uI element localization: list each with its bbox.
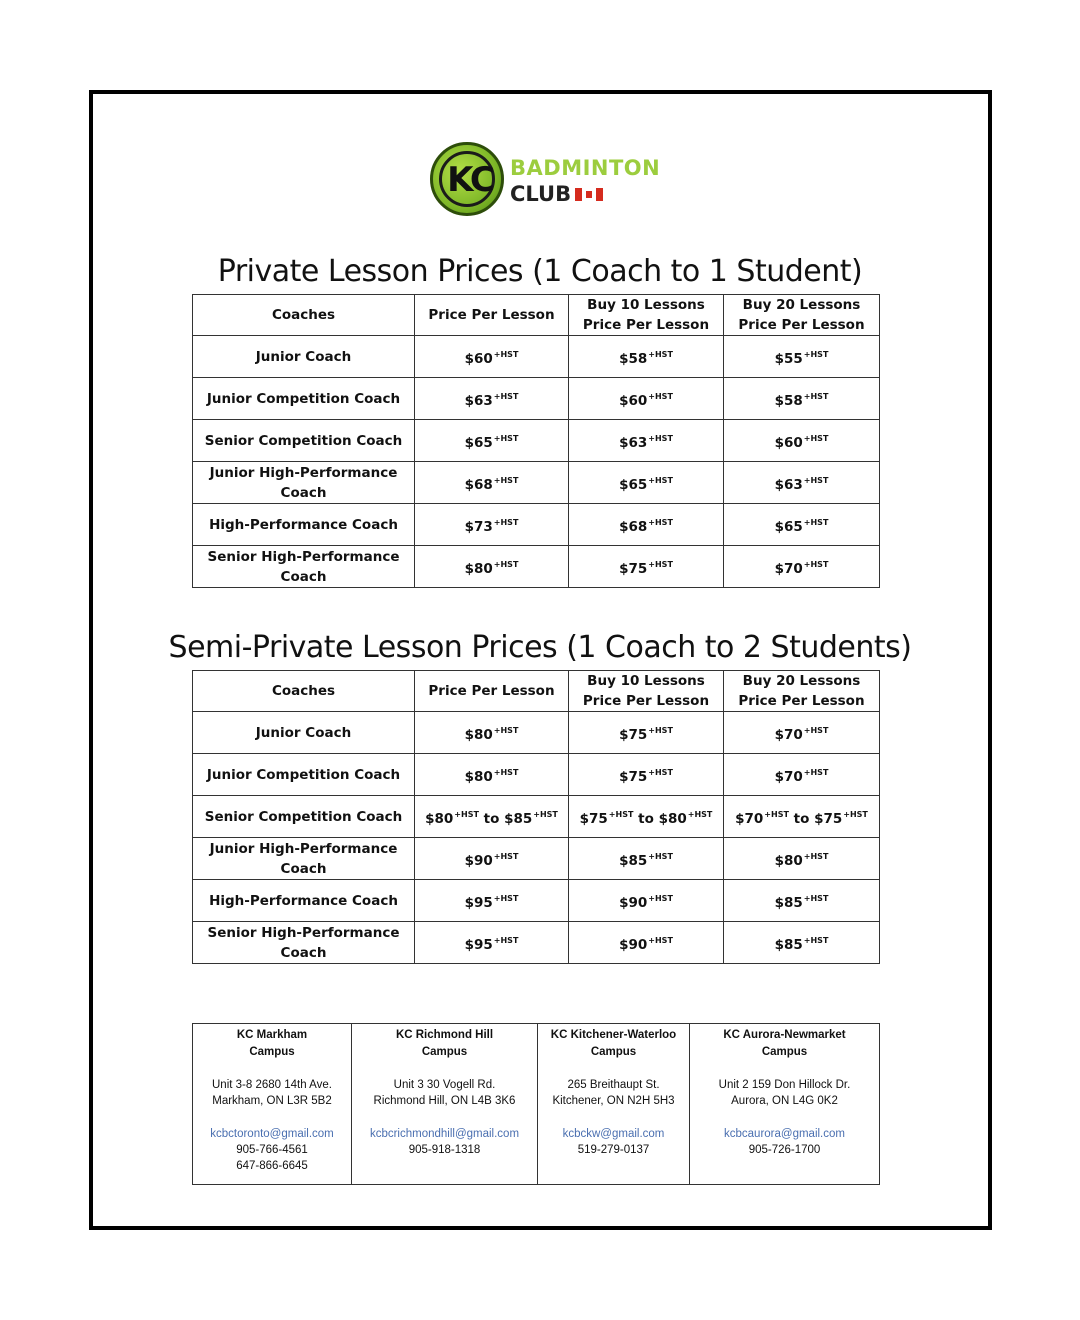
price-cell [415,880,569,922]
semi-private-price-table [192,670,880,964]
campus-phone: 905-918-1318 [408,1144,481,1156]
header-buy-10: Buy 10 Lessons Price Per Lesson [569,295,724,336]
price-value: $85 [774,894,803,911]
price-value: $55 [774,350,803,367]
coach-name: Senior High-Performance Coach [193,546,415,588]
price-value: $75 [579,810,608,827]
hst-superscript: +HST [493,433,519,443]
campus-email-link[interactable]: kcbcaurora@gmail.com [724,1128,845,1140]
price-value: $60 [619,392,648,409]
price-value: $63 [619,434,648,451]
price-cell [724,546,880,588]
address-line: Unit 3-8 2680 14th Ave. [212,1079,332,1091]
price-cell [724,922,880,964]
price-value: $75 [619,726,648,743]
price-value: $85 [774,936,803,953]
hst-superscript: +HST [764,809,789,819]
campus-address [197,1077,347,1109]
price-cell [415,378,569,420]
table-header-row [193,671,880,712]
header-coaches: Coaches [193,295,415,336]
range-word: to [638,810,654,827]
logo-mark: KC [447,160,493,200]
price-value: $80 [464,768,493,785]
table-row [193,922,880,964]
hst-superscript: +HST [493,559,519,569]
price-value: $65 [464,434,493,451]
price-cell [724,378,880,420]
campus-cell [352,1024,538,1185]
campus-name-line: Campus [421,1046,468,1058]
price-value: $75 [814,810,843,827]
coach-name: Junior Competition Coach [193,378,415,420]
coach-name: Senior Competition Coach [193,420,415,462]
campus-cell [538,1024,690,1185]
hst-superscript: +HST [454,809,479,819]
hst-superscript: +HST [803,433,829,443]
price-value: $90 [619,936,648,953]
price-cell [724,880,880,922]
logo-wordmark-club: CLUB [510,182,572,206]
table-row [193,378,880,420]
address-line: Unit 2 159 Don Hillock Dr. [718,1079,851,1091]
hst-superscript: +HST [648,391,673,401]
price-value: $75 [619,560,648,577]
price-cell [569,712,724,754]
address-line: Markham, ON L3R 5B2 [212,1095,332,1107]
club-logo [430,142,670,222]
price-cell [569,880,724,922]
price-cell [415,546,569,588]
campus-cell [690,1024,880,1185]
coach-name: High-Performance Coach [193,504,415,546]
hst-superscript: +HST [493,475,519,485]
price-value: $68 [464,476,493,493]
table-row [193,880,880,922]
hst-superscript: +HST [803,559,829,569]
hst-superscript: +HST [803,893,829,903]
hst-superscript: +HST [803,475,829,485]
hst-superscript: +HST [803,725,829,735]
table-row [193,838,880,880]
price-cell [415,462,569,504]
campus-name-line: Campus [590,1046,637,1058]
price-value: $63 [464,392,493,409]
address-line: Unit 3 30 Vogell Rd. [393,1079,496,1091]
price-value: $58 [774,392,803,409]
campus-email-link[interactable]: kcbctoronto@gmail.com [210,1128,334,1140]
price-cell [569,504,724,546]
price-cell [569,922,724,964]
hst-superscript: +HST [648,349,673,359]
hst-superscript: +HST [648,433,673,443]
header-price-per-lesson: Price Per Lesson [415,671,569,712]
price-cell [415,838,569,880]
hst-superscript: +HST [648,475,673,485]
semi-private-lesson-title: Semi-Private Lesson Prices (1 Coach to 2 Students) [168,630,912,665]
hst-superscript: +HST [803,349,829,359]
private-lesson-title: Private Lesson Prices (1 Coach to 1 Student) [217,254,863,289]
logo-badge [430,142,504,216]
coach-name: High-Performance Coach [193,880,415,922]
campus-address [356,1077,533,1109]
coach-name: Junior Competition Coach [193,754,415,796]
hst-superscript: +HST [648,559,673,569]
price-cell [415,754,569,796]
price-value: $70 [774,726,803,743]
campus-name [356,1027,533,1061]
campus-phone: 519-279-0137 [577,1144,650,1156]
price-value: $80 [658,810,687,827]
price-cell [569,838,724,880]
campus-row [193,1024,880,1185]
campus-name [542,1027,685,1061]
table-row [193,462,880,504]
campus-name-line: KC Aurora-Newmarket [723,1029,846,1041]
price-value: $80 [464,726,493,743]
header-coaches: Coaches [193,671,415,712]
campus-phone: 647-866-6645 [236,1160,308,1172]
campus-table [192,1023,880,1185]
hst-superscript: +HST [803,767,829,777]
canada-flag-icon [575,188,603,201]
campus-name-line: Campus [761,1046,808,1058]
table-row [193,754,880,796]
campus-name [694,1027,875,1061]
address-line: Kitchener, ON N2H 5H3 [552,1095,675,1107]
hst-superscript: +HST [803,391,829,401]
coach-name: Junior High-Performance Coach [193,462,415,504]
price-cell [569,754,724,796]
price-cell [569,546,724,588]
price-cell [415,712,569,754]
address-line: Richmond Hill, ON L4B 3K6 [373,1095,516,1107]
price-value: $73 [464,518,493,535]
price-value: $65 [774,518,803,535]
price-cell [415,504,569,546]
price-value: $80 [774,852,803,869]
price-value: $90 [464,852,493,869]
campus-address [694,1077,875,1109]
coach-name: Senior High-Performance Coach [193,922,415,964]
campus-name [197,1027,347,1061]
table-row [193,336,880,378]
table-row [193,796,880,838]
header-buy-20: Buy 20 Lessons Price Per Lesson [724,295,880,336]
price-value: $75 [619,768,648,785]
table-row [193,712,880,754]
price-cell [724,712,880,754]
price-cell [569,796,724,838]
address-line: 265 Breithaupt St. [567,1079,660,1091]
price-cell [569,420,724,462]
hst-superscript: +HST [648,725,673,735]
price-cell [724,796,880,838]
price-value: $68 [619,518,648,535]
hst-superscript: +HST [648,851,673,861]
price-value: $70 [735,810,764,827]
price-value: $70 [774,768,803,785]
price-value: $60 [464,350,493,367]
hst-superscript: +HST [493,893,519,903]
hst-superscript: +HST [803,517,829,527]
campus-name-line: KC Richmond Hill [395,1029,494,1041]
coach-name: Junior High-Performance Coach [193,838,415,880]
hst-superscript: +HST [533,809,558,819]
price-cell [724,462,880,504]
price-cell [724,754,880,796]
table-header-row [193,295,880,336]
campus-address [542,1077,685,1109]
price-value: $80 [464,560,493,577]
price-value: $63 [774,476,803,493]
price-cell [724,838,880,880]
price-cell [415,420,569,462]
range-word: to [483,810,500,827]
price-cell [724,336,880,378]
table-row [193,504,880,546]
hst-superscript: +HST [493,391,519,401]
header-buy-10: Buy 10 Lessons Price Per Lesson [569,671,724,712]
address-line: Aurora, ON L4G 0K2 [731,1095,838,1107]
hst-superscript: +HST [608,809,634,819]
campus-name-line: KC Markham [236,1029,308,1041]
hst-superscript: +HST [648,893,673,903]
table-row [193,546,880,588]
hst-superscript: +HST [687,809,713,819]
price-value: $95 [464,936,493,953]
campus-name-line: Campus [249,1046,295,1058]
price-value: $85 [619,852,648,869]
campus-email-link[interactable]: kcbckw@gmail.com [562,1128,665,1140]
logo-wordmark-badminton: BADMINTON [510,156,661,180]
price-value: $95 [464,894,493,911]
range-word: to [793,810,810,827]
price-value: $80 [425,810,454,827]
price-value: $85 [504,810,533,827]
hst-superscript: +HST [493,935,519,945]
hst-superscript: +HST [493,851,519,861]
campus-phone: 905-726-1700 [748,1144,821,1156]
price-cell [415,336,569,378]
campus-email-link[interactable]: kcbcrichmondhill@gmail.com [369,1128,520,1140]
price-value: $60 [774,434,803,451]
price-cell [415,796,569,838]
hst-superscript: +HST [493,517,519,527]
coach-name: Junior Coach [193,712,415,754]
private-price-table [192,294,880,588]
coach-name: Senior Competition Coach [193,796,415,838]
hst-superscript: +HST [648,935,673,945]
hst-superscript: +HST [648,517,673,527]
price-cell [415,922,569,964]
coach-name: Junior Coach [193,336,415,378]
price-cell [724,420,880,462]
header-buy-20: Buy 20 Lessons Price Per Lesson [724,671,880,712]
hst-superscript: +HST [493,349,519,359]
price-cell [569,378,724,420]
hst-superscript: +HST [648,767,673,777]
campus-phone: 905-766-4561 [236,1144,308,1156]
table-row [193,420,880,462]
price-cell [569,462,724,504]
price-value: $90 [619,894,648,911]
price-value: $70 [774,560,803,577]
campus-name-line: KC Kitchener-Waterloo [550,1029,677,1041]
hst-superscript: +HST [493,725,519,735]
price-value: $58 [619,350,648,367]
header-price-per-lesson: Price Per Lesson [415,295,569,336]
hst-superscript: +HST [803,935,829,945]
price-cell [569,336,724,378]
hst-superscript: +HST [803,851,829,861]
campus-cell [193,1024,352,1185]
hst-superscript: +HST [843,809,868,819]
price-value: $65 [619,476,648,493]
hst-superscript: +HST [493,767,519,777]
price-cell [724,504,880,546]
